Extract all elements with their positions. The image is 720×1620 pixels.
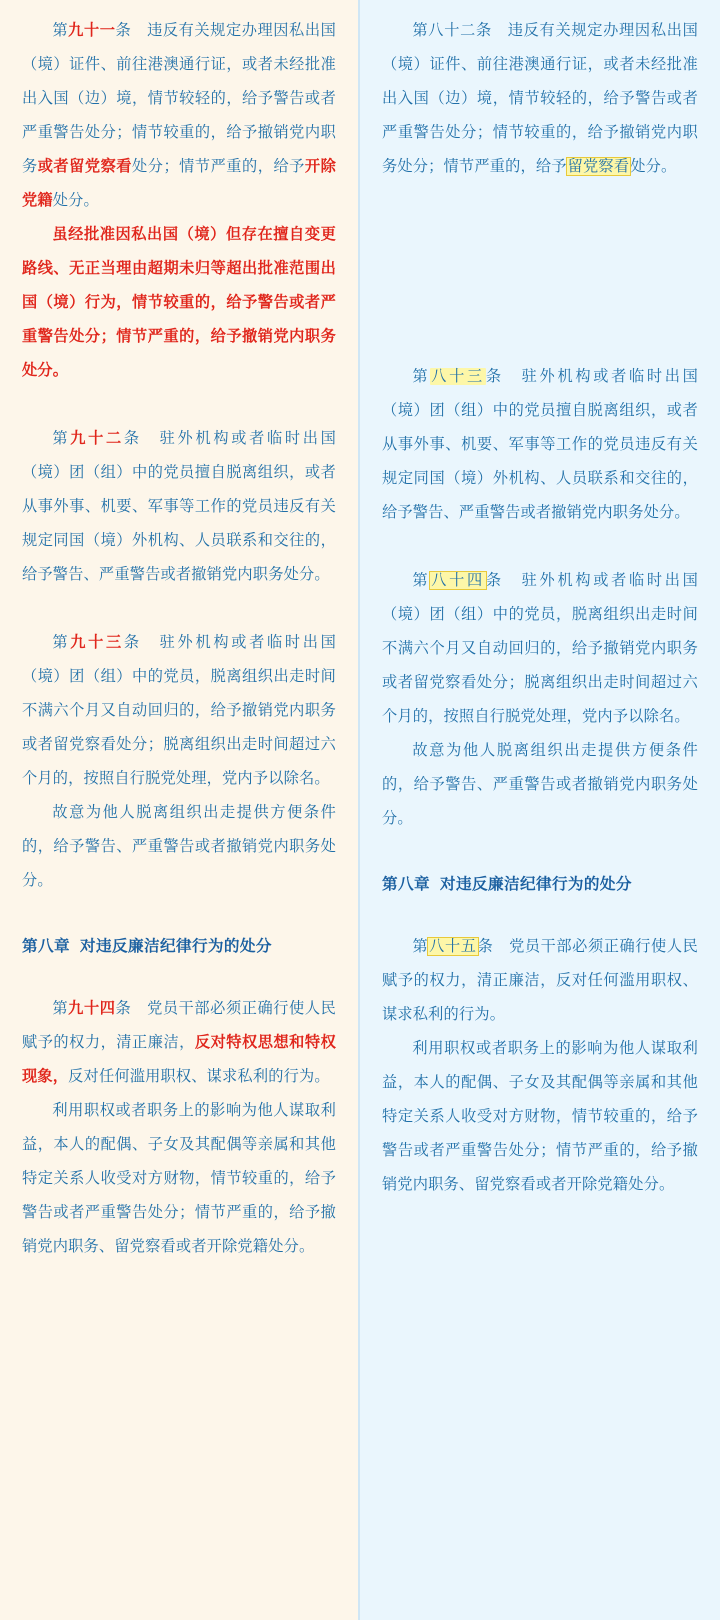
- article-93-prefix: 第: [52, 634, 71, 651]
- article-83-prefix: 第: [412, 368, 431, 385]
- article-91-text-b: 务: [22, 158, 38, 175]
- article-84-paragraph-1: [382, 564, 698, 734]
- article-91-text-d: 处分。: [52, 192, 99, 209]
- article-92-number: 九十二: [70, 430, 124, 447]
- spacer: [382, 286, 698, 320]
- article-91-emphasis-1: 或者留党察看: [37, 158, 133, 175]
- article-93-paragraph-2: 故意为他人脱离组织出走提供方便条件的，给予警告、严重警告或者撤销党内职务处分。: [22, 804, 336, 889]
- article-94-prefix: 第: [52, 1000, 69, 1017]
- article-94-text-b: 反对任何滥用职权、谋求私利的行为。: [68, 1068, 330, 1085]
- spacer: [22, 898, 336, 932]
- chapter-title-right: 对违反廉洁纪律行为的处分: [439, 876, 632, 893]
- article-93-paragraph-1: [22, 626, 336, 796]
- article-82-prefix: 第: [412, 22, 429, 39]
- spacer: [382, 252, 698, 286]
- article-94-number: 九十四: [68, 1000, 116, 1017]
- article-82-number: 八十二: [428, 22, 476, 39]
- chapter-number-left: 第八章: [22, 938, 70, 955]
- article-94-paragraph-2: 利用职权或者职务上的影响为他人谋取利益，本人的配偶、子女及其配偶等亲属和其他特定关系人收受对方财物，情节较重的，给予警告或者严重警告处分；情节严重的，给予撤销党内职务、留党察看或者开除党籍处分。: [22, 1102, 336, 1255]
- article-84-prefix: 第: [412, 572, 431, 589]
- spacer: [382, 218, 698, 252]
- article-94-emphasis: 反对特权思想和特权现象，: [22, 1034, 336, 1085]
- article-85-number: 八十五: [429, 938, 477, 955]
- spacer: [22, 592, 336, 626]
- article-83-paragraph-1: [382, 360, 698, 530]
- article-82-text-a: 条 违反有关规定办理因私出国（境）证件、前往港澳通行证，或者未经批准出入国（边）境，情节较轻的，给予警告或者严重警告处分；情节较重的，给予撤销党内职务处分；情节严重的，给予: [382, 22, 698, 175]
- article-91-paragraph-1: [22, 14, 336, 218]
- article-93-number: 九十三: [70, 634, 124, 651]
- spacer: [22, 388, 336, 422]
- article-85-text: 条 党员干部必须正确行使人民赋予的权力，清正廉洁，反对任何滥用职权、谋求私利的行为。: [382, 938, 698, 1023]
- spacer: [382, 836, 698, 870]
- article-83-text: 条 驻外机构或者临时出国（境）团（组）中的党员擅自脱离组织，或者从事外事、机要、军事等工作的党员违反有关规定同国（境）外机构、人员联系和交往的，给予警告、严重警告或者撤销党内职务处分。: [382, 368, 698, 521]
- spacer: [22, 962, 336, 992]
- article-83-number: 八十三: [431, 368, 485, 385]
- article-94-text-a: 条 党员干部必须正确行使人民赋予的权力，清正廉洁，: [22, 1000, 336, 1051]
- article-82-highlight: 留党察看: [567, 158, 630, 175]
- article-91-text-a: 条 违反有关规定办理因私出国（境）证件、前往港澳通行证，或者未经批准出入国（边）境，情节较轻的，给予警告或者严重警告处分；情节较重的，给予撤销党内职: [22, 22, 336, 141]
- spacer: [382, 900, 698, 930]
- right-column: [360, 0, 720, 1620]
- article-84-number: 八十四: [431, 572, 485, 589]
- article-94-paragraph-1: [22, 992, 336, 1094]
- chapter-title-left: 对违反廉洁纪律行为的处分: [79, 938, 272, 955]
- article-92-prefix: 第: [52, 430, 71, 447]
- chapter-heading-right: [382, 870, 698, 900]
- article-92-paragraph-1: [22, 422, 336, 592]
- article-91-emphasis-2: 开除党籍: [22, 158, 336, 209]
- spacer: [382, 530, 698, 564]
- article-91-number: 九十一: [68, 22, 116, 39]
- article-85-prefix: 第: [412, 938, 429, 955]
- article-84-paragraph-2: 故意为他人脱离组织出走提供方便条件的，给予警告、严重警告或者撤销党内职务处分。: [382, 742, 698, 827]
- spacer: [382, 320, 698, 354]
- article-84-text: 条 驻外机构或者临时出国（境）团（组）中的党员，脱离组织出走时间不满六个月又自动回归的，给予撤销党内职务或者留党察看处分；脱离组织出走时间超过六个月的，按照自行脱党处理，党内予以除名。: [382, 572, 698, 725]
- article-91-prefix: 第: [52, 22, 69, 39]
- article-82-paragraph-1: [382, 14, 698, 184]
- article-85-paragraph-1: [382, 930, 698, 1032]
- article-91-paragraph-2: 虽经批准因私出国（境）但存在擅自变更路线、无正当理由超期未归等超出批准范围出国（境）行为，情节较重的，给予警告或者严重警告处分；情节严重的，给予撤销党内职务处分。: [22, 226, 336, 379]
- chapter-number-right: 第八章: [382, 876, 430, 893]
- article-92-text: 条 驻外机构或者临时出国（境）团（组）中的党员擅自脱离组织，或者从事外事、机要、军事等工作的党员违反有关规定同国（境）外机构、人员联系和交往的，给予警告、严重警告或者撤销党内职务处分。: [22, 430, 336, 583]
- article-91-text-c: 处分；情节严重的，给予: [132, 158, 305, 175]
- article-93-text: 条 驻外机构或者临时出国（境）团（组）中的党员，脱离组织出走时间不满六个月又自动回归的，给予撤销党内职务或者留党察看处分；脱离组织出走时间超过六个月的，按照自行脱党处理，党内予以除名。: [22, 634, 336, 787]
- chapter-heading-left: [22, 932, 336, 962]
- article-82-text-b: 处分。: [630, 158, 677, 175]
- article-85-paragraph-2: 利用职权或者职务上的影响为他人谋取利益，本人的配偶、子女及其配偶等亲属和其他特定关系人收受对方财物，情节较重的，给予警告或者严重警告处分；情节严重的，给予撤销党内职务、留党察看或者开除党籍处分。: [382, 1040, 698, 1193]
- spacer: [382, 184, 698, 218]
